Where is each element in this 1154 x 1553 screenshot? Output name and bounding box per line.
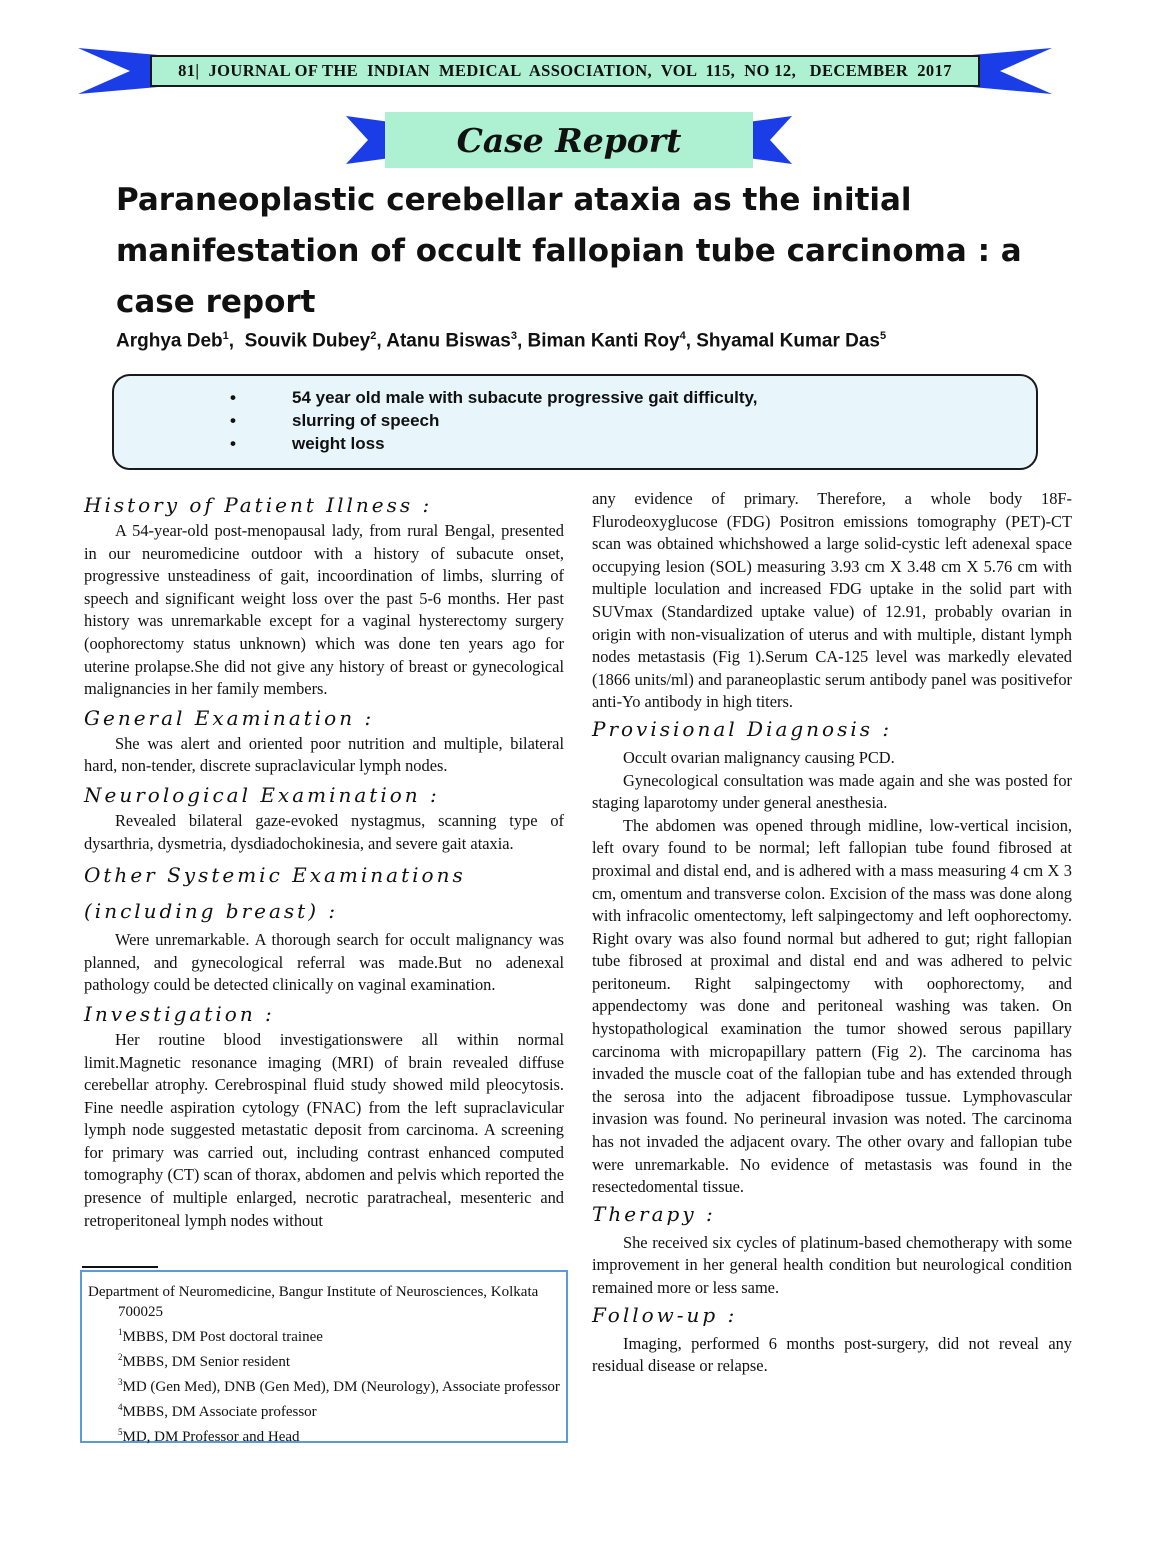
author-sup: 1 — [222, 330, 229, 342]
author-sup: 3 — [510, 330, 517, 342]
section-heading-followup: Follow-up : — [592, 1302, 738, 1327]
summary-item: • weight loss — [114, 432, 1036, 455]
paragraph-provisional-2: Gynecological consultation was made again and she was posted for staging laparotomy under general anesthesia. — [592, 770, 1072, 813]
summary-box — [112, 374, 1038, 470]
paragraph-provisional-1: Occult ovarian malignancy causing PCD. — [623, 747, 895, 767]
section-heading-other: Other Systemic Examinations (including breast) : — [84, 863, 466, 924]
section-heading-history: History of Patient Illness : — [84, 493, 433, 517]
header-right-wing — [972, 48, 1052, 94]
author-sup: 2 — [370, 330, 377, 342]
section-heading-therapy: Therapy : — [592, 1201, 716, 1226]
paragraph-general: She was alert and oriented poor nutrition and multiple, bilateral hard, non-tender, discrete supraclavicular lymph nodes. — [84, 733, 564, 776]
bullet-icon: • — [230, 388, 236, 407]
affiliation-role: $^5$MD, DM Professor and Head — [118, 1427, 300, 1445]
article-title: Paraneoplastic cerebellar ataxia as the initial manifestation of occult fallopian tube carcinoma : a case report — [116, 182, 1022, 320]
case-report-right-wing — [748, 116, 792, 164]
journal-header: 81| JOURNAL OF THE INDIAN MEDICAL ASSOCIATION, VOL 115, NO 12, DECEMBER 2017 — [150, 55, 980, 87]
paragraph-neuro: Revealed bilateral gaze-evoked nystagmus, scanning type of dysarthria, dysmetria, dysdiadochokinesia, and severe gait ataxia. — [84, 810, 564, 853]
section-heading-provisional: Provisional Diagnosis : — [592, 716, 893, 741]
affiliation-role: $^2$MBBS, DM Senior resident — [118, 1352, 291, 1370]
affiliation-box — [80, 1270, 568, 1443]
affiliation-role: $^3$MD (Gen Med), DNB (Gen Med), DM (Neurology), Associate professor — [118, 1377, 560, 1395]
summary-item: • slurring of speech — [114, 409, 1036, 432]
affiliation-role: $^4$MBBS, DM Associate professor — [118, 1402, 317, 1420]
author-sup: 4 — [679, 330, 686, 342]
paragraph-other: Were unremarkable. A thorough search for occult malignancy was planned, and gynecological referral was made.But no adenexal pathology could be detected clinically on vaginal examination. — [84, 930, 564, 995]
header-left-wing — [78, 48, 158, 94]
section-label: Case Report — [385, 112, 753, 168]
paragraph-history: A 54-year-old post-menopausal lady, from rural Bengal, presented in our neuromedicine outdoor with a history of subacute onset, progressive unsteadiness of gait, incoordination of limbs, slurring of speech and significant weight loss over the past 5-6 months. Her past history was unremarkable except for a vaginal hysterectomy surgery (oophorectomy status unknown) which was done ten years ago for uterine prolapse.She did not give any history of breast or gynecological malignancies in her family members. — [84, 521, 564, 699]
right-column — [592, 488, 1072, 1378]
author-list: Arghya Deb$^1$, Souvik Dubey$^2$, Atanu Biswas$^3$, Biman Kanti Roy$^4$, Shyamal Kumar Das$^5$ — [116, 330, 887, 352]
paragraph-investigation: Her routine blood investigationswere all within normal limit.Magnetic resonance imaging (MRI) of brain revealed diffuse cerebellar atrophy. Cerebrospinal fluid study showed mild pleocytosis. Fine needle aspiration cytology (FNAC) from the left supraclavicular lymph node suggested metastatic deposit from carcinoma. A screening for primary was carried out, including contrast enhanced computed tomography (CT) scan of thorax, abdomen and pelvis which reported the presence of multiple enlarged, necrotic paratracheal, mesenteric and retroperitoneal lymph nodes without — [84, 1029, 564, 1230]
author-name: Souvik Dubey — [244, 330, 371, 352]
case-report-left-wing — [346, 116, 390, 164]
summary-item: • 54 year old male with subacute progressive gait difficulty, — [114, 386, 1036, 409]
footnote-rule — [82, 1266, 158, 1268]
author-name: Atanu Biswas — [386, 330, 511, 352]
affiliation-pin: 700025 — [118, 1304, 163, 1320]
paragraph-followup: Imaging, performed 6 months post-surgery, did not reveal any residual disease or relapse. — [592, 1333, 1072, 1376]
affiliation-role: $^1$MBBS, DM Post doctoral trainee — [118, 1327, 323, 1345]
bullet-icon: • — [230, 411, 236, 430]
section-heading-neuro: Neurological Examination : — [84, 782, 440, 807]
bullet-icon: • — [230, 434, 236, 453]
author-name: Biman Kanti Roy — [527, 330, 680, 352]
author-sup: 5 — [880, 330, 887, 342]
section-heading-general: General Examination : — [84, 705, 375, 730]
author-name: Arghya Deb — [116, 330, 223, 352]
section-heading-investigation: Investigation : — [84, 1001, 275, 1026]
paragraph-investigation-cont: any evidence of primary. Therefore, a whole body 18F-Flurodeoxyglucose (FDG) Positron emissions tomography (PET)-CT scan was obtained whichshowed a large solid-cystic left adenexal space occupying lesion (SOL) measuring 3.93 cm X 3.48 cm X 5.76 cm with multiple loculation and increased FDG uptake in the solid part with SUVmax (Standardized uptake value) of 12.91, probably ovarian in origin with non-visualization of uterus and with multiple, distant lymph nodes metastasis (Fig 1).Serum CA-125 level was markedly elevated (1866 units/ml) and paraneoplastic serum antibody panel was positivefor anti-Yo antibody in high titers. — [592, 489, 1072, 712]
paragraph-therapy: She received six cycles of platinum-based chemotherapy with some improvement in her general health condition but neurological condition remained more or less same. — [592, 1232, 1072, 1297]
affiliation-dept: Department of Neuromedicine, Bangur Institute of Neurosciences, Kolkata — [88, 1284, 539, 1300]
paragraph-provisional-3: The abdomen was opened through midline, low-vertical incision, left ovary found to be normal; left fallopian tube found fibrosed at proximal and distal end, and is adhered with a mass measuring 4 cm X 3 cm, omentum and transverse colon. Excision of the mass was done along with infracolic omentectomy, left salpingectomy and left oophorectomy. Right ovary was also found normal but adhered to gut; right fallopian tube fibrosed at proximal and distal end and was adhered to pelvic peritoneum. Right salpingectomy with oophorectomy, and appendectomy was done and peritoneal washing was taken. On hystopathological examination the tumor showed serous papillary carcinoma with micropapillary pattern (Fig 2). The carcinoma has invaded the muscle coat of the fallopian tube and has extended through the serosa into the adjacent fibroadipose tussue. Lymphovascular invasion was found. No perineural invasion was noted. The carcinoma has not invaded the adjacent ovary. The other ovary and fallopian tube were unremarkable. No evidence of metastasis was found in the resectedomental tissue. — [592, 815, 1072, 1197]
left-column — [84, 488, 564, 1232]
author-name: Shyamal Kumar Das — [696, 330, 880, 352]
